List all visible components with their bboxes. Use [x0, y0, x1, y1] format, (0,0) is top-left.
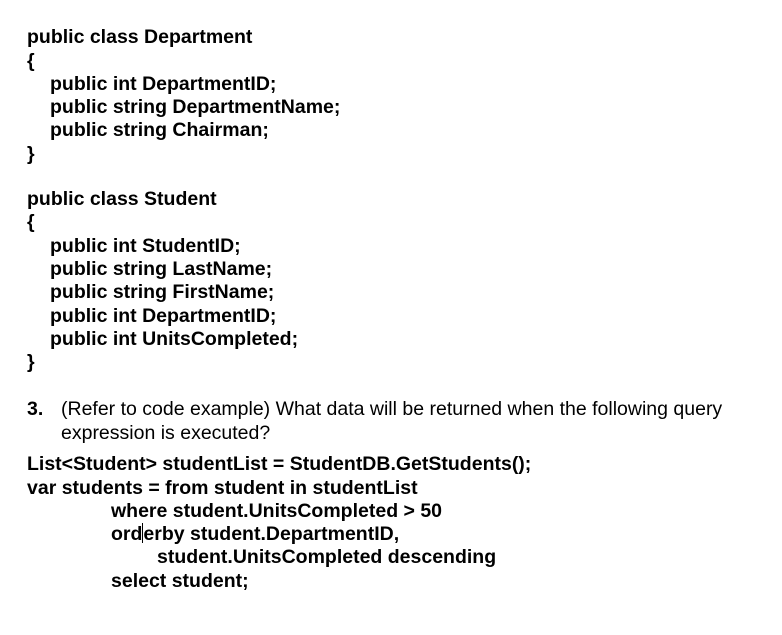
- student-field: public string FirstName;: [50, 281, 275, 303]
- department-field: public string DepartmentName;: [50, 96, 341, 118]
- query-descending-line: student.UnitsCompleted descending: [157, 546, 497, 568]
- query-orderby-line: [111, 523, 399, 546]
- question-text-line2: expression is executed?: [61, 422, 271, 444]
- student-field: public string LastName;: [50, 258, 273, 280]
- student-field: public int UnitsCompleted;: [50, 328, 299, 350]
- question-number: 3.: [27, 398, 44, 420]
- student-open-brace: {: [27, 211, 35, 233]
- department-close-brace: }: [27, 143, 35, 165]
- query-select-line: select student;: [111, 570, 249, 592]
- query-where-line: where student.UnitsCompleted > 50: [111, 500, 443, 522]
- query-line-1: List<Student> studentList = StudentDB.GetStudents();: [27, 453, 532, 475]
- query-line-2: var students = from student in studentList: [27, 477, 418, 499]
- student-close-brace: }: [27, 351, 35, 373]
- department-open-brace: {: [27, 50, 35, 72]
- orderby-text-before-cursor: ord: [111, 523, 143, 545]
- student-class-header: public class Student: [27, 188, 217, 210]
- student-field: public int StudentID;: [50, 235, 241, 257]
- orderby-text-after-cursor: erby student.DepartmentID,: [143, 523, 400, 545]
- department-field: public string Chairman;: [50, 119, 269, 141]
- department-class-header: public class Department: [27, 26, 253, 48]
- department-field: public int DepartmentID;: [50, 73, 277, 95]
- student-field: public int DepartmentID;: [50, 305, 277, 327]
- question-text-line1: (Refer to code example) What data will be returned when the following query: [61, 398, 723, 420]
